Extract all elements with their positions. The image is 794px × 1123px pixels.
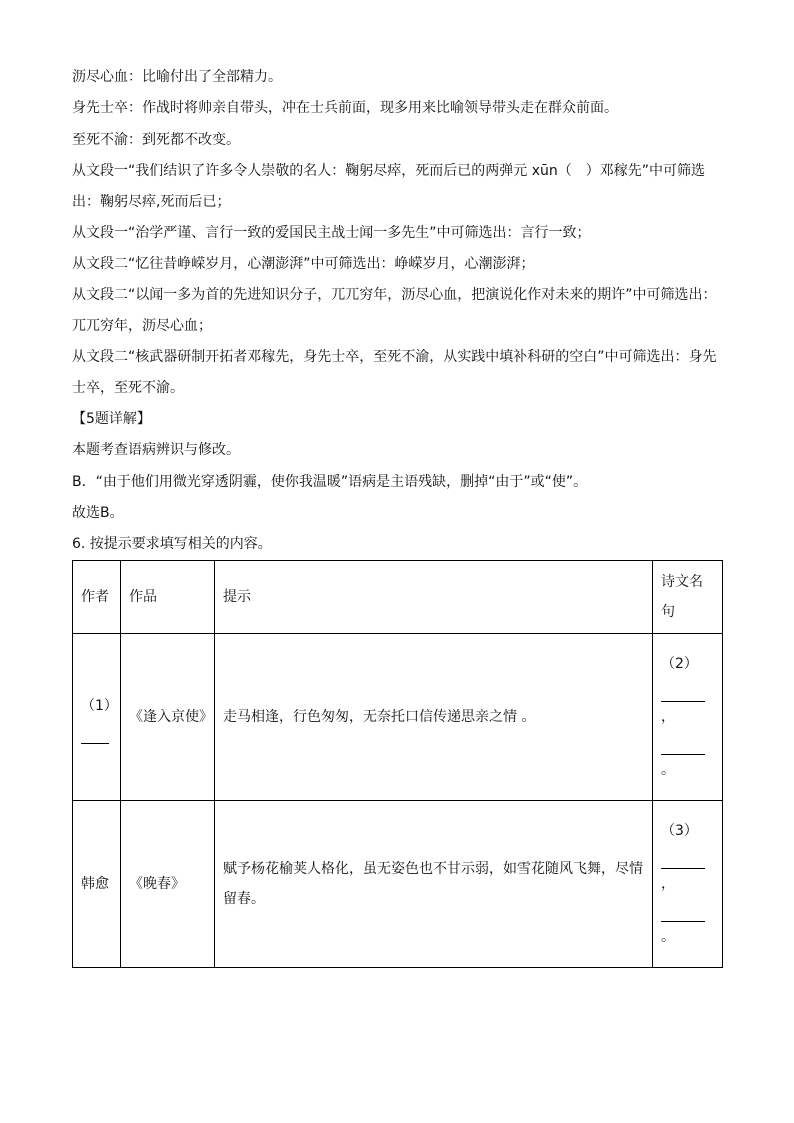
- author-cell: 韩愈: [73, 801, 121, 968]
- blank-number: （2）: [661, 656, 698, 672]
- paragraph: 从文段二“核武器研制开拓者邓稼先，身先士卒，至死不渝，从实践中填补科研的空白”中可筛选出：身先士卒，至死不渝。: [72, 349, 717, 396]
- hint-cell: 赋予杨花榆荚人格化，虽无姿色也不甘示弱，如雪花随风飞舞，尽情留春。: [215, 801, 653, 968]
- blank-number: （3）: [661, 823, 698, 839]
- paragraph: 沥尽心血：比喻付出了全部精力。: [72, 69, 282, 85]
- quote-cell: [653, 634, 723, 801]
- paragraph: B．“由于他们用微光穿透阴霾，使你我温暖”语病是主语残缺，删掉“由于”或“使”。: [72, 474, 588, 490]
- section-heading: 【5题详解】: [72, 411, 151, 427]
- work-cell: 《逢入京使》: [121, 634, 215, 801]
- paragraph: 从文段二“忆往昔峥嵘岁月，心潮澎湃”中可筛选出：峥嵘岁月，心潮澎湃；: [72, 256, 535, 272]
- fill-blank: [661, 846, 705, 869]
- header-work: 作品: [121, 561, 215, 634]
- comma: ，: [661, 876, 675, 892]
- table-header-row: [73, 561, 723, 634]
- paragraph: 从文段一“治学严谨、言行一致的爱国民主战士闻一多先生”中可筛选出：言行一致；: [72, 225, 591, 241]
- question-table: [72, 560, 723, 968]
- paragraph: 至死不渝：到死都不改变。: [72, 132, 240, 148]
- table-row: [73, 634, 723, 801]
- blank-number: （1）: [81, 697, 118, 714]
- paragraph: 身先士卒：作战时将帅亲自带头，冲在士兵前面，现多用来比喻领导带头走在群众前面。: [72, 100, 618, 116]
- paragraph: 从文段一“我们结识了许多令人崇敬的名人：鞠躬尽瘁，死而后已的两弹元 xūn（ ）邓稼先”中可筛选出：鞠躬尽瘁,死而后已；: [72, 163, 705, 210]
- quote-cell: [653, 801, 723, 968]
- period: 。: [661, 762, 675, 778]
- table-row: [73, 801, 723, 968]
- paragraph: 故选B。: [72, 505, 124, 521]
- work-cell: 《晚春》: [121, 801, 215, 968]
- header-hint: 提示: [215, 561, 653, 634]
- header-quote: 诗文名句: [653, 561, 723, 634]
- fill-blank: [81, 721, 109, 744]
- fill-blank: [661, 732, 705, 755]
- fill-blank: [661, 899, 705, 922]
- header-author: 作者: [73, 561, 121, 634]
- comma: ，: [661, 709, 675, 725]
- paragraph: 本题考查语病辨识与修改。: [72, 442, 240, 458]
- author-cell: [73, 634, 121, 801]
- question-title: 6. 按提示要求填写相关的内容。: [72, 536, 272, 552]
- fill-blank: [661, 679, 705, 702]
- hint-cell: 走马相逢，行色匆匆，无奈托口信传递思亲之情 。: [215, 634, 653, 801]
- paragraph: 从文段二“以闻一多为首的先进知识分子，兀兀穷年，沥尽心血，把演说化作对未来的期许”中可筛选出：兀兀穷年，沥尽心血；: [72, 287, 717, 334]
- period: 。: [661, 929, 675, 945]
